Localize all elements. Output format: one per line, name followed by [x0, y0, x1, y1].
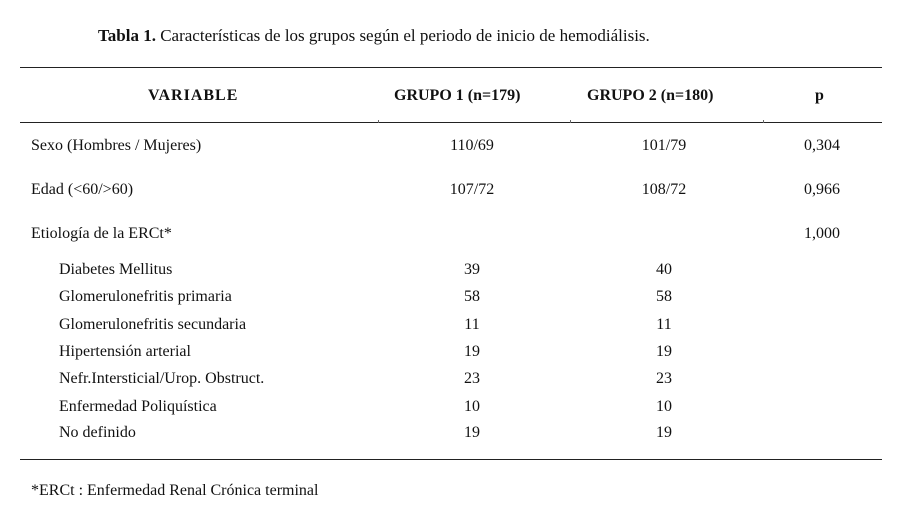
bottom-rule	[20, 459, 882, 460]
group2-value: 40	[656, 261, 672, 278]
group1-value: 110/69	[450, 137, 494, 154]
row-label: Glomerulonefritis primaria	[59, 288, 232, 305]
row-label: Etiología de la ERCt*	[31, 225, 172, 242]
group2-value: 10	[656, 398, 672, 415]
row-label: Glomerulonefritis secundaria	[59, 316, 247, 333]
group1-value: 11	[464, 316, 480, 333]
row-label: Sexo (Hombres / Mujeres)	[31, 137, 202, 154]
column-tick	[570, 120, 571, 123]
p-value: 1,000	[804, 225, 840, 242]
row-label: Enfermedad Poliquística	[59, 398, 217, 415]
group2-value: 23	[656, 370, 672, 387]
header-p: p	[815, 87, 824, 104]
top-rule	[20, 67, 882, 68]
row-label: Edad (<60/>60)	[31, 181, 134, 198]
header-rule	[20, 122, 882, 123]
p-value: 0,966	[804, 181, 840, 198]
group1-value: 58	[464, 288, 480, 305]
header-group1: GRUPO 1 (n=179)	[394, 87, 521, 104]
row-label: Nefr.Intersticial/Urop. Obstruct.	[59, 370, 265, 387]
group1-value: 19	[464, 424, 480, 441]
group1-value: 39	[464, 261, 480, 278]
caption-label: Tabla 1.	[98, 26, 156, 45]
group2-value: 11	[656, 316, 672, 333]
group1-value: 107/72	[449, 181, 495, 198]
column-tick	[763, 120, 764, 123]
footnote: *ERCt : Enfermedad Renal Crónica terminal	[31, 482, 319, 499]
column-tick	[378, 120, 379, 123]
row-label: No definido	[59, 424, 136, 441]
group1-value: 19	[464, 343, 480, 360]
row-label: Hipertensión arterial	[59, 343, 191, 360]
group2-value: 19	[656, 343, 672, 360]
header-group2: GRUPO 2 (n=180)	[587, 87, 714, 104]
group2-value: 101/79	[641, 137, 687, 154]
caption-text: Características de los grupos según el periodo de inicio de hemodiálisis.	[155, 26, 650, 45]
p-value: 0,304	[804, 137, 840, 154]
group1-value: 10	[464, 398, 480, 415]
group1-value: 23	[464, 370, 480, 387]
row-label: Diabetes Mellitus	[59, 261, 173, 278]
header-variable: VARIABLE	[148, 87, 239, 104]
table-caption	[98, 26, 650, 46]
group2-value: 19	[656, 424, 672, 441]
group2-value: 58	[656, 288, 672, 305]
group2-value: 108/72	[641, 181, 687, 198]
